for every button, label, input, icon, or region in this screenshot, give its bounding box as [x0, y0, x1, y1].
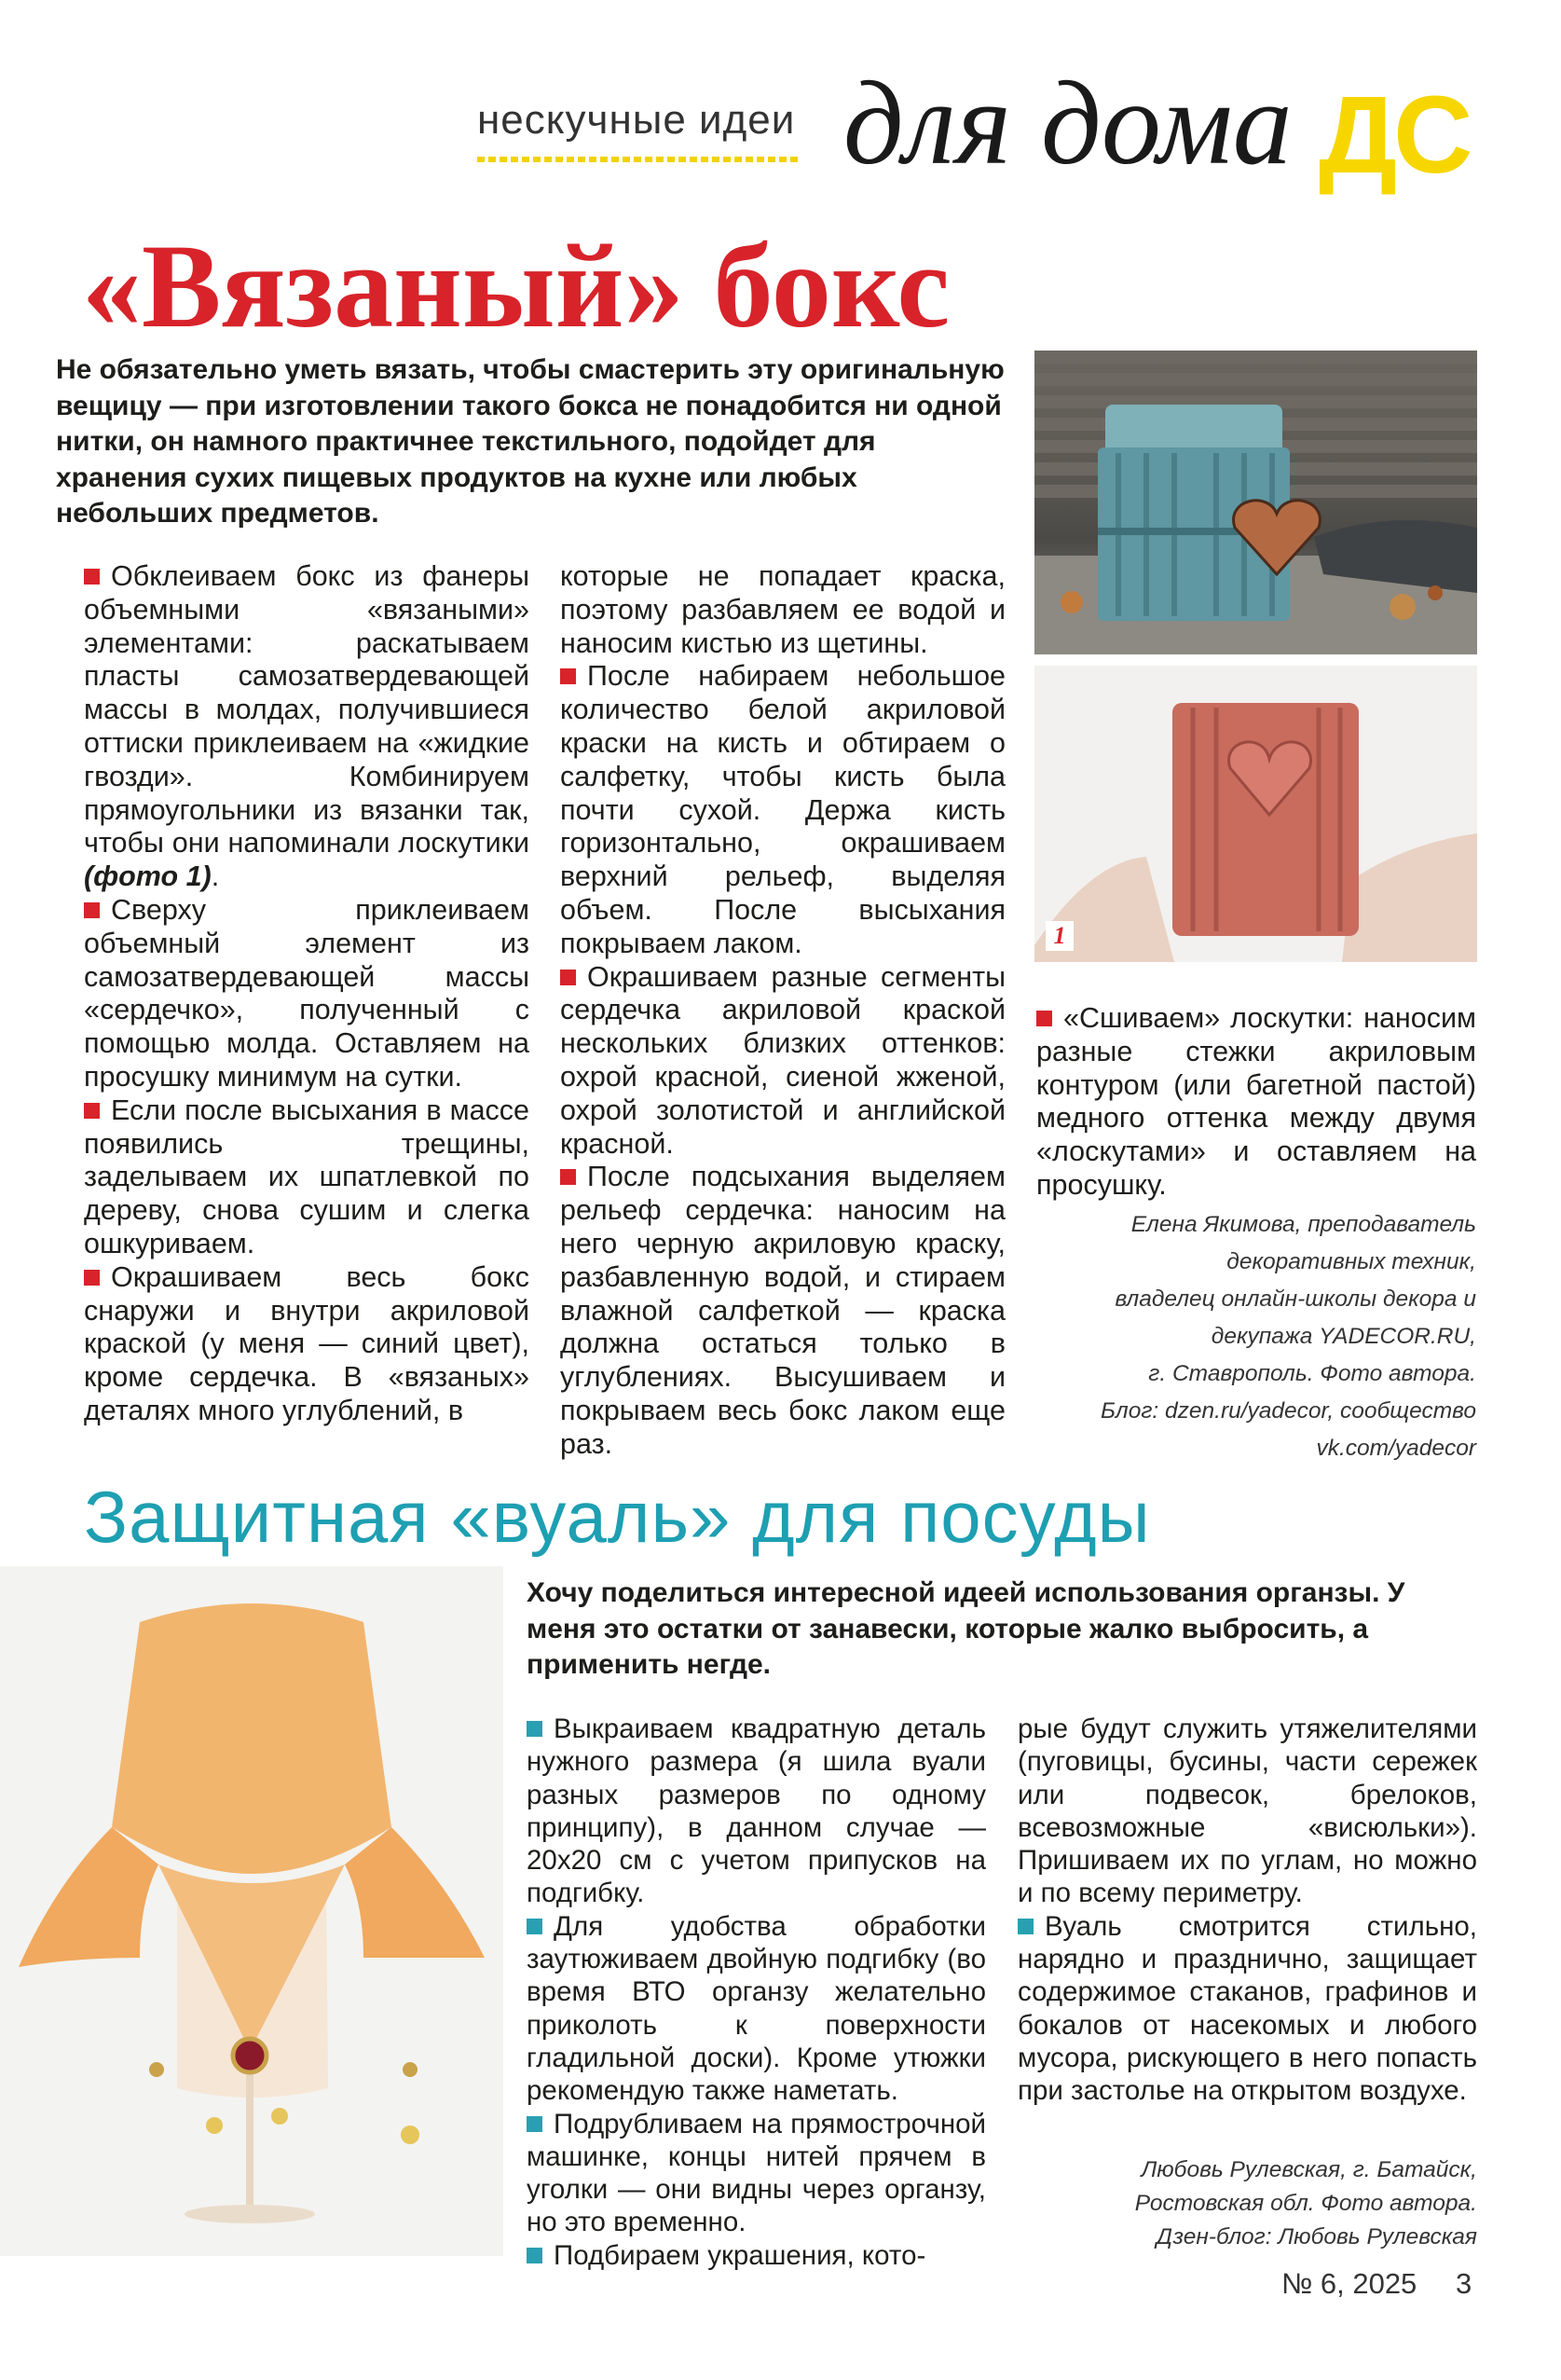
- section-title: для дома: [843, 57, 1293, 189]
- author-credit: [1018, 2153, 1477, 2254]
- paragraph: [527, 1713, 986, 1910]
- knitted-box-illustration: [1034, 351, 1477, 654]
- section-kicker: нескучные идеи: [477, 97, 796, 143]
- credit-line: vk.com/yadecor: [1316, 1436, 1476, 1461]
- paragraph-text: Сверху приклеиваем объемный элемент из самозатвердевающей массы «сердечко», полученный с помощью молда. Оставляем на просушку минимум на сутки.: [84, 893, 529, 1093]
- paragraph: [527, 1910, 986, 2108]
- article1-column-2: [560, 560, 1006, 1462]
- paragraph-end: .: [211, 860, 220, 893]
- credit-line: Дзен-блог: Любовь Рулевская: [1156, 2224, 1477, 2249]
- credit-line: г. Ставрополь. Фото автора.: [1148, 1361, 1476, 1386]
- paragraph-text: Обклеиваем бокс из фанеры объемными «вязаными» элементами: раскатываем пласты самозатвердевающей массы в молдах, получившиеся оттиски приклеиваем на «жидкие гвозди». Комбинируем прямоугольники из вязанки так, чтобы они напоминали лоскутики: [84, 560, 529, 860]
- paragraph: [1018, 1910, 1477, 2108]
- box-in-hands-illustration: [1034, 666, 1477, 962]
- paragraph-text: Вуаль смотрится стильно, нарядно и празднично, защищает содержимое стаканов, графинов и бокалов от насекомых и любого мусора, рискующего в него попасть при застолье на открытом воздухе.: [1018, 1910, 1477, 2107]
- paragraph: [1018, 1713, 1477, 1910]
- bullet-marker: [84, 902, 100, 918]
- paragraph: [84, 560, 529, 894]
- veil-glass-illustration: [0, 1566, 503, 2256]
- bullet-marker: [560, 668, 576, 684]
- paragraph-text: Выкраиваем квадратную деталь нужного размера (я шила вуали разных размеров по одному принципу), в данном случае — 20х20 см с учетом припусков на подгибку.: [527, 1713, 986, 1909]
- article-title: «Вязаный» бокс: [82, 220, 951, 352]
- credit-line: декоративных техник,: [1226, 1249, 1476, 1274]
- credit-line: Елена Якимова, преподаватель: [1130, 1212, 1476, 1237]
- article-lead: Не обязательно уметь вязать, чтобы смастерить эту оригинальную вещицу — при изготовлении такого бокса не понадобится ни одной нитки, он намного практичнее текстильного, подойдет для хранения сухих пищевых продуктов на кухне или любых небольших предметов.: [56, 354, 1005, 529]
- paragraph-text: рые будут служить утяжелителями (пуговицы, бусины, части сережек или подвесок, брелоков, всевозможные «висюльки»). Пришиваем их по углам, но можно и по всему периметру.: [1018, 1713, 1477, 1909]
- photo-reference: (фото 1): [84, 860, 212, 893]
- paragraph: [560, 560, 1006, 660]
- page-number: 3: [1456, 2267, 1472, 2300]
- bullet-marker: [560, 970, 576, 985]
- paragraph: [560, 1161, 1006, 1461]
- paragraph: [560, 961, 1006, 1162]
- article1-column-1: [84, 560, 529, 1428]
- brand-logo: ДС: [1319, 74, 1470, 197]
- bullet-marker: [560, 1169, 576, 1185]
- article2-column-1: [527, 1713, 986, 2272]
- issue-number: № 6, 2025: [1281, 2267, 1417, 2300]
- bullet-marker: [527, 1919, 542, 1934]
- bullet-marker: [84, 1103, 100, 1119]
- credit-line: Блог: dzen.ru/yadecor, сообщество: [1100, 1398, 1476, 1424]
- kicker-underline: [477, 157, 801, 162]
- bullet-marker: [1036, 1011, 1052, 1026]
- glass-veil-photo: [0, 1566, 503, 2256]
- paragraph-text: Подрубливаем на прямострочной машинке, концы нитей прячем в уголки — они видны через органзу, но это временно.: [527, 2108, 986, 2238]
- paragraph-text: Окрашиваем весь бокс снаружи и внутри акриловой краской (у меня — синий цвет), кроме сердечка. В «вязаных» деталях много углублений, в: [84, 1260, 529, 1426]
- bullet-marker: [527, 1721, 542, 1737]
- paragraph: [84, 894, 529, 1094]
- bullet-marker: [84, 1270, 100, 1286]
- knitted-box-photo: [1034, 351, 1477, 654]
- paragraph-text: Для удобства обработки заутюживаем двойную подгибку (во время ВТО органзу желательно приколоть к поверхности гладильной доски). Кроме утюжки рекомендую также наметать.: [527, 1910, 986, 2107]
- article2-column-2: [1018, 1713, 1477, 2108]
- paragraph: [84, 1261, 529, 1428]
- paragraph-text: После подсыхания выделяем рельеф сердечка: наносим на него черную акриловую краску, разбавленную водой, и стираем влажной салфеткой — краска должна остаться только в углублениях. Высушиваем и покрываем весь бокс лаком еще раз.: [560, 1161, 1006, 1460]
- article-lead: Хочу поделиться интересной идеей использования органзы. У меня это остатки от занавески, которые жалко выбросить, а применить негде.: [527, 1577, 1405, 1680]
- paragraph-text: Если после высыхания в массе появились трещины, заделываем их шпатлевкой по дереву, снова сушим и слегка ошкуриваем.: [84, 1094, 529, 1259]
- paragraph-text: «Сшиваем» лоскутки: наносим разные стежки акриловым контуром (или багетной пастой) медного оттенка между двумя «лоскутами» и оставляем на просушку.: [1036, 1002, 1476, 1201]
- article-title: Защитная «вуаль» для посуды: [84, 1476, 1151, 1558]
- paragraph-text: Окрашиваем разные сегменты сердечка акриловой краской нескольких близких оттенков: охрой красной, сиеной жженой, охрой золотистой и английской красной.: [560, 960, 1006, 1160]
- bullet-marker: [1018, 1919, 1034, 1934]
- photo-number-label: 1: [1046, 921, 1074, 951]
- knitted-box-hands-photo: [1034, 666, 1477, 962]
- credit-line: Любовь Рулевская, г. Батайск,: [1141, 2157, 1477, 2182]
- paragraph: [527, 2108, 986, 2239]
- paragraph-text: После набираем небольшое количество белой акриловой краски на кисть и обтираем о салфетку, чтобы кисть была почти сухой. Держа кисть горизонтально, окрашиваем верхний рельеф, выделяя объем. После высыхания покрываем лаком.: [560, 660, 1006, 959]
- bullet-marker: [84, 569, 100, 585]
- bullet-marker: [527, 2116, 542, 2132]
- bullet-marker: [527, 2248, 542, 2263]
- paragraph: [84, 1094, 529, 1261]
- article1-column-3: [1036, 1002, 1476, 1203]
- credit-line: декупажа YADECOR.RU,: [1211, 1324, 1476, 1349]
- paragraph-text: которые не попадает краска, поэтому разбавляем ее водой и наносим кистью из щетины.: [560, 560, 1006, 659]
- paragraph-text: Подбираем украшения, кото-: [554, 2239, 926, 2271]
- credit-line: владелец онлайн-школы декора и: [1115, 1286, 1476, 1312]
- paragraph: [1036, 1002, 1476, 1203]
- paragraph: [560, 660, 1006, 960]
- credit-line: Ростовская обл. Фото автора.: [1134, 2191, 1477, 2216]
- paragraph: [527, 2239, 986, 2272]
- author-credit: [1036, 1206, 1476, 1467]
